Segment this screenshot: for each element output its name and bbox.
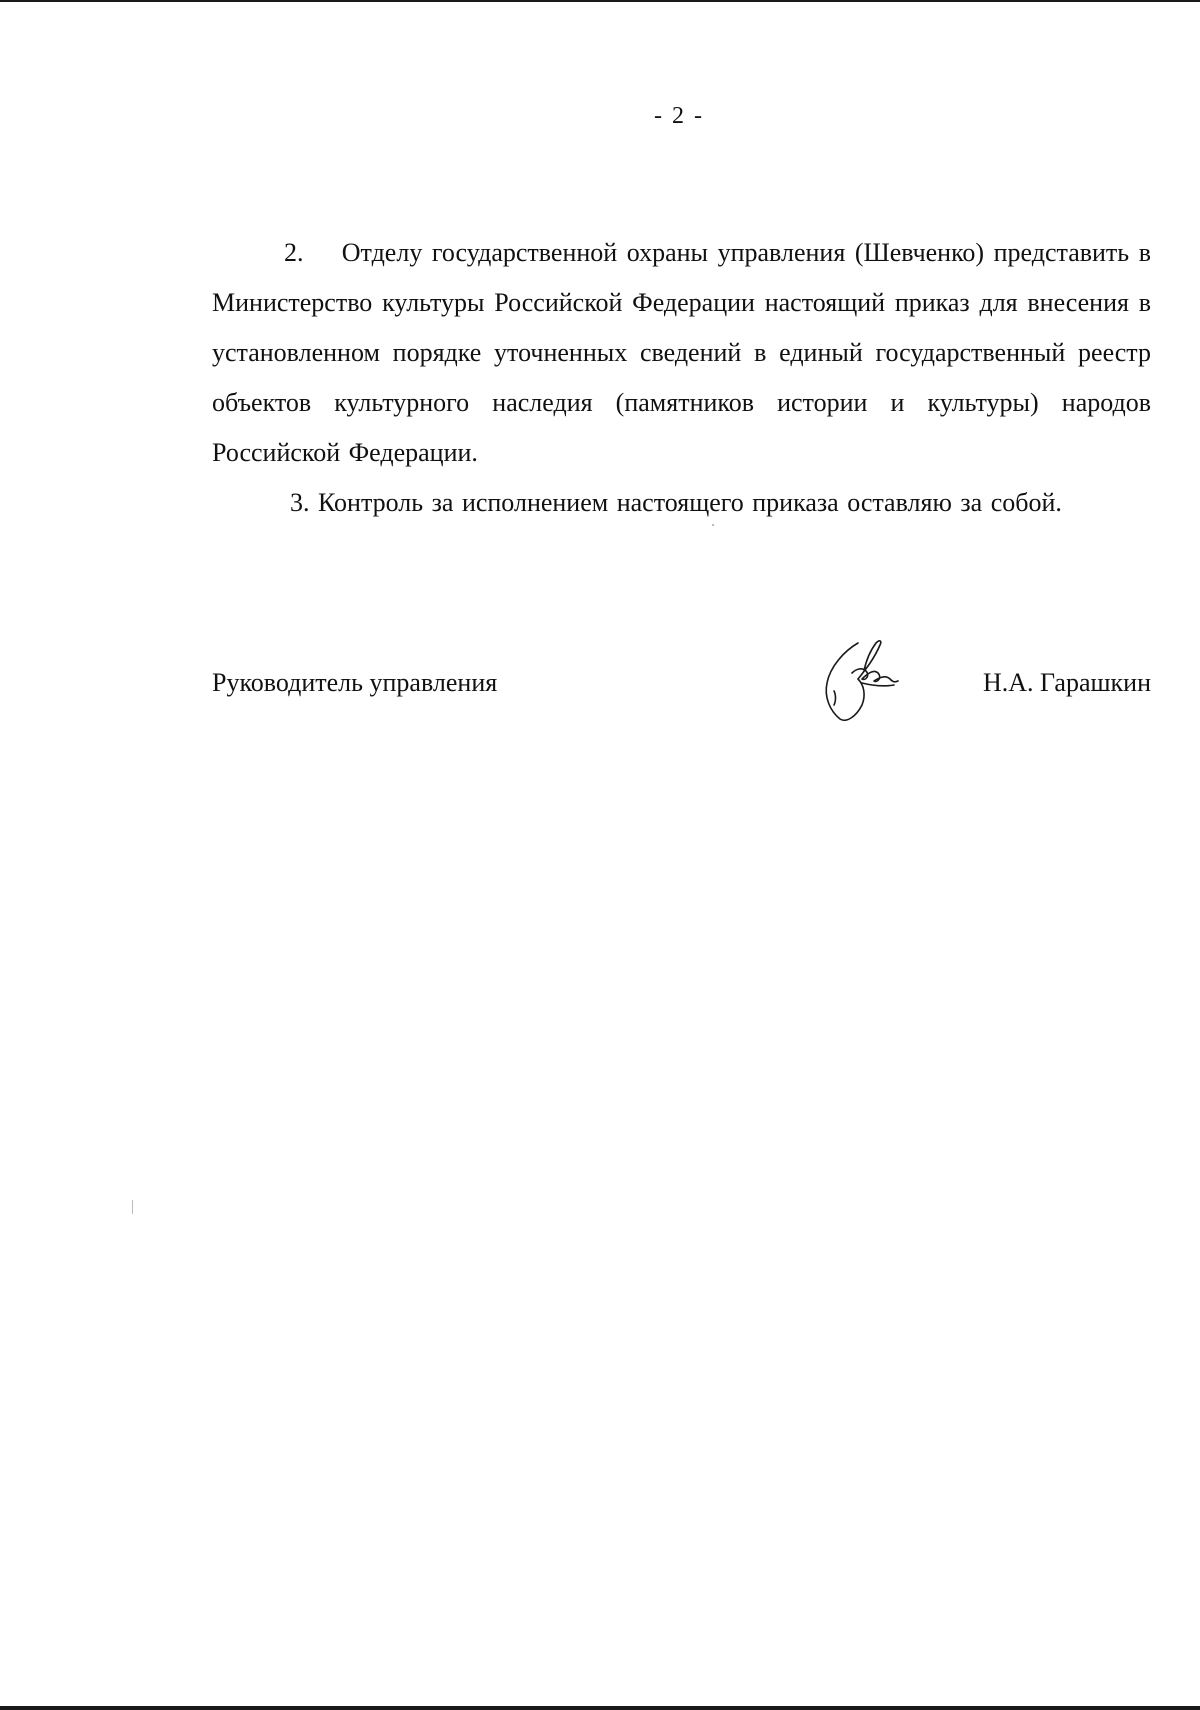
signer-name: Н.А. Гарашкин: [983, 668, 1151, 697]
handwritten-signature: [822, 633, 902, 723]
scan-speck: [712, 524, 714, 526]
signature-block: [212, 668, 1151, 708]
page-number: - 2 -: [654, 103, 704, 129]
paragraph-3: 3. Контроль за исполнением настоящего приказа оставляю за собой.: [290, 488, 1062, 517]
signer-position: Руководитель управления: [212, 668, 498, 697]
scan-speck: [132, 1200, 133, 1214]
document-body: [212, 228, 1151, 528]
scan-edge-bottom: [0, 1706, 1200, 1710]
paragraph-2: 2. Отделу государственной охраны управления (Шевченко) представить в Министерство культуры Российской Федерации настоящий приказ для внесения в установленном порядке уточненных сведений в единый государственный реестр объектов культурного наследия (памятников истории и культуры) народов Российской Федерации.: [212, 238, 1151, 467]
scan-edge-top: [0, 0, 1200, 2]
